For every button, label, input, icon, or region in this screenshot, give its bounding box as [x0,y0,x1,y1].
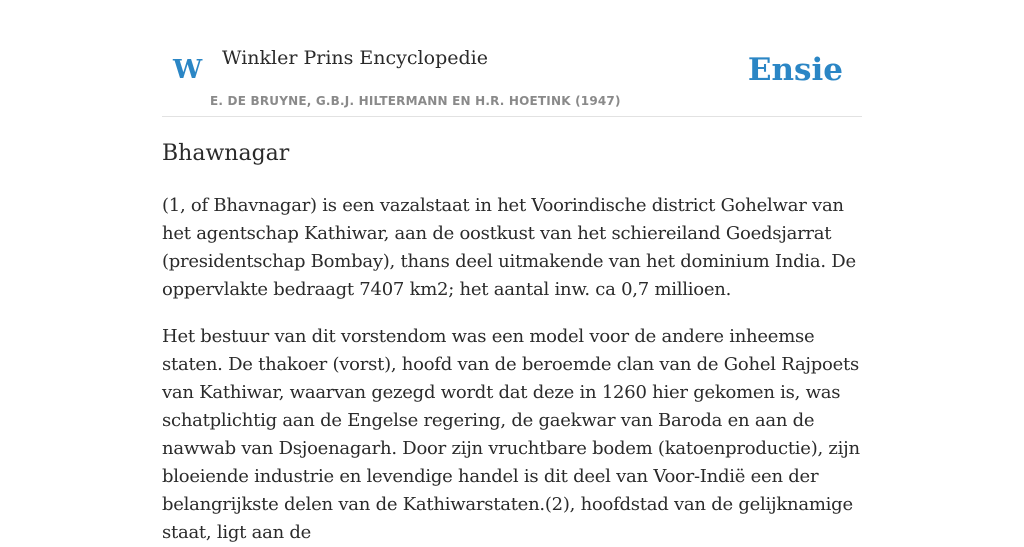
source-authors: E. DE BRUYNE, G.B.J. HILTERMANN EN H.R. HOETINK (1947) [210,94,621,108]
site-header [162,0,862,117]
brand-logo[interactable]: Ensie [747,52,843,88]
source-title[interactable]: Winkler Prins Encyclopedie [222,47,488,69]
article-paragraph: (1, of Bhavnagar) is een vazalstaat in het Voorindische district Gohelwar van het agentschap Kathiwar, aan de oostkust van het schiereiland Goedsjarrat (presidentschap Bombay), thans deel uitmakende van het dominium India. De oppervlakte bedraagt 7407 km2; het aantal inw. ca 0,7 millioen. [162,195,856,300]
source-logo[interactable]: W [173,55,203,85]
article [162,138,862,547]
article-title: Bhawnagar [162,141,290,166]
article-paragraph: Het bestuur van dit vorstendom was een model voor de andere inheemse staten. De thakoer (vorst), hoofd van de beroemde clan van de Gohel Rajpoets van Kathiwar, waarvan gezegd wordt dat deze in 1260 hier gekomen is, was schatplichtig aan de Engelse regering, de gaekwar van Baroda en aan de nawwab van Dsjoenagarh. Door zijn vruchtbare bodem (katoenproductie), zijn bloeiende industrie en levendige handel is dit deel van Voor-Indië een der belangrijkste delen van de Kathiwarstaten.(2), hoofdstad van de gelijknamige staat, ligt aan de [162,326,860,543]
